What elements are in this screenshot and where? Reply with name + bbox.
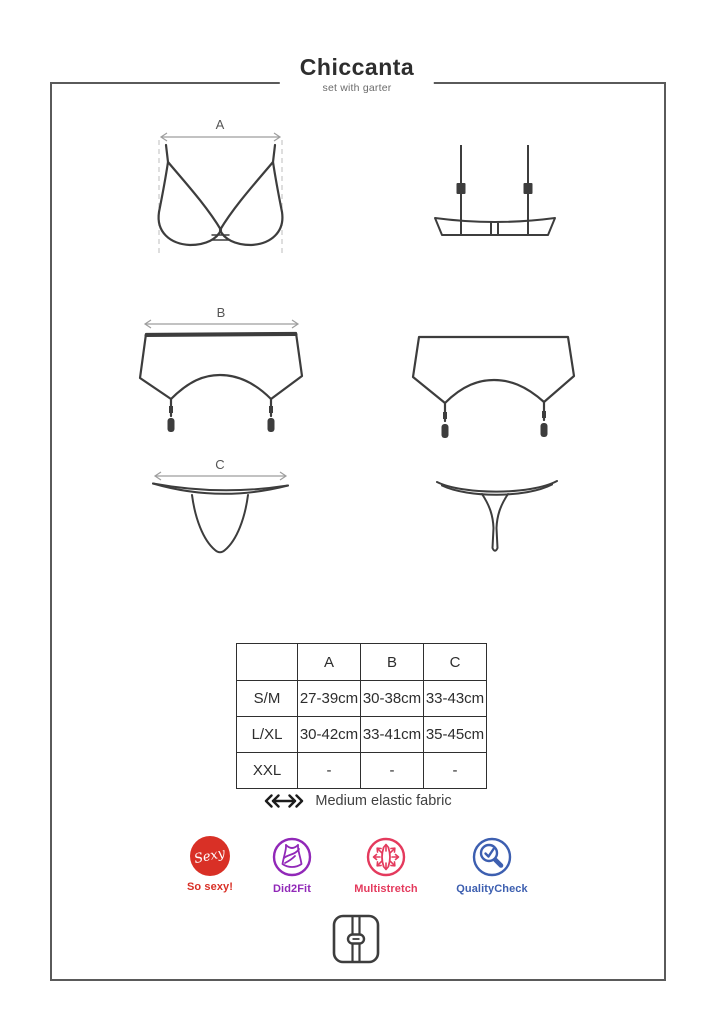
- bra-back-view: [425, 138, 575, 240]
- bra-front-view: [138, 112, 303, 262]
- dimension-label-b: B: [216, 305, 226, 320]
- corner-cell: [237, 644, 298, 681]
- size-cell: -: [361, 753, 424, 789]
- size-cell: 33-41cm: [361, 717, 424, 753]
- garter-front-drawing: [133, 303, 311, 438]
- bra-back-outline: [435, 145, 555, 235]
- fabric-note-label: Medium elastic fabric: [315, 793, 452, 809]
- table-row: [237, 681, 487, 717]
- row-header-xxl: XXL: [237, 753, 298, 789]
- size-cell: 30-42cm: [298, 717, 361, 753]
- badge-sexy: [179, 836, 241, 893]
- size-cell: -: [298, 753, 361, 789]
- badge-label: Multistretch: [354, 883, 418, 895]
- col-header-b: B: [361, 644, 424, 681]
- page-title: Chiccanta: [299, 54, 415, 80]
- dimension-arrow-C: [155, 472, 286, 480]
- badge-did2fit: [261, 836, 323, 895]
- badge-label: So sexy!: [186, 881, 234, 893]
- feature-badges: [0, 836, 714, 895]
- panties-back-view: [428, 468, 578, 563]
- size-cell: -: [424, 753, 487, 789]
- double-headed-stretch-arrow-icon: [262, 794, 306, 808]
- size-cell: 35-45cm: [424, 717, 487, 753]
- col-header-a: A: [298, 644, 361, 681]
- camisole-icon: [271, 836, 313, 878]
- stretch-arrows-icon: [365, 836, 407, 878]
- panties-back-outline: [437, 481, 557, 551]
- garter-back-outline: [413, 337, 574, 438]
- dashed-guides: [159, 140, 282, 254]
- bra-front-drawing: [138, 112, 303, 262]
- table-header-row: [237, 644, 487, 681]
- magnifier-check-icon: [471, 836, 513, 878]
- badge-label: QualityCheck: [456, 883, 528, 895]
- title-block: [280, 54, 434, 94]
- fabric-note: [0, 793, 714, 809]
- table-row: [237, 717, 487, 753]
- size-table: [236, 643, 487, 789]
- size-cell: 30-38cm: [361, 681, 424, 717]
- garter-front-view: [133, 303, 311, 438]
- panties-back-drawing: [428, 468, 578, 563]
- sexy-script-circle-icon: [190, 836, 230, 876]
- footer-icon-wrap: [331, 913, 381, 965]
- badge-qualitycheck: [449, 836, 535, 895]
- bra-front-outline: [159, 145, 283, 245]
- dimension-label-c: C: [215, 457, 225, 472]
- page-subtitle: set with garter: [322, 82, 392, 94]
- row-header-lxl: L/XL: [237, 717, 298, 753]
- sexy-script-text: Sexy: [193, 845, 227, 867]
- badge-multistretch: [343, 836, 429, 895]
- panties-front-view: [138, 455, 303, 560]
- size-cell: 33-43cm: [424, 681, 487, 717]
- garter-back-view: [403, 328, 581, 446]
- size-cell: 27-39cm: [298, 681, 361, 717]
- panties-front-drawing: [138, 455, 303, 560]
- dimension-arrow-B: [145, 320, 298, 328]
- packaging-box-icon: [331, 913, 381, 965]
- garter-front-outline: [140, 333, 302, 432]
- row-header-sm: S/M: [237, 681, 298, 717]
- bra-back-drawing: [425, 138, 575, 240]
- badge-label: Did2Fit: [273, 883, 311, 895]
- dimension-arrow-A: [161, 133, 280, 141]
- garter-back-drawing: [403, 328, 581, 446]
- col-header-c: C: [424, 644, 487, 681]
- panties-front-outline: [153, 484, 288, 553]
- dimension-label-a: A: [215, 117, 225, 132]
- table-row: [237, 753, 487, 789]
